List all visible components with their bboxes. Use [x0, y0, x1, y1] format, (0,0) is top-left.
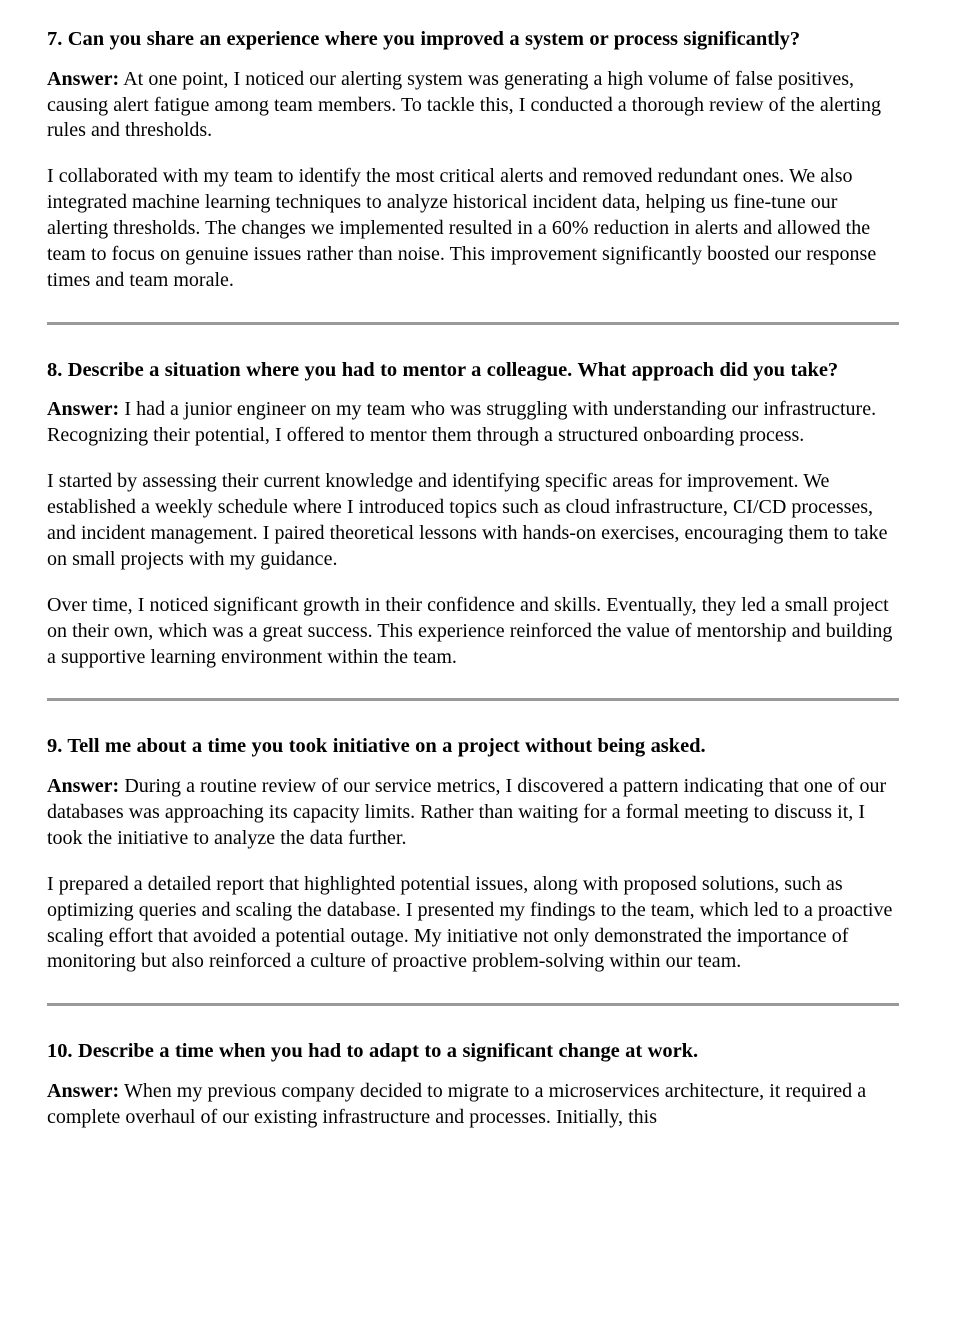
- spacer-after-divider-2: [47, 701, 898, 733]
- answer-text-9: During a routine review of our service metrics, I discovered a pattern indicating that one of our databases was approaching its capacity limits. Rather than waiting for a formal meeting to discuss it, I took the initiative to analyze the data further.: [47, 775, 887, 849]
- answer-paragraph-8-2: I started by assessing their current knowledge and identifying specific areas for improvement. We established a weekly schedule where I introduced topics such as cloud infrastructure, CI/CD processes, and incident management. I paired theoretical lessons with hands-on exercises, encouraging them to take on small projects with my guidance.: [47, 470, 888, 570]
- answer-paragraph-7-1: [47, 67, 898, 145]
- answer-label-8: Answer:: [47, 398, 120, 421]
- question-heading-10: 10. Describe a time when you had to adapt to a significant change at work.: [47, 1040, 699, 1063]
- answer-label-9: Answer:: [47, 775, 120, 798]
- qa-section-q8: [47, 357, 898, 671]
- spacer-before-divider-3: [47, 975, 898, 1003]
- question-heading-9: 9. Tell me about a time you took initiative on a project without being asked.: [47, 735, 706, 758]
- answer-paragraph-8-3: Over time, I noticed significant growth in their confidence and skills. Eventually, they led a small project on their own, which was a great success. This experience reinforced the value of mentorship and building a supportive learning environment within the team.: [47, 593, 893, 668]
- answer-paragraph-9-2: I prepared a detailed report that highlighted potential issues, along with proposed solutions, such as optimizing queries and scaling the database. I presented my findings to the team, which led to a proactive scaling effort that avoided a potential outage. My initiative not only demonstrated the importance of monitoring but also reinforced a culture of proactive problem-solving within our team.: [47, 872, 893, 973]
- spacer-after-divider-1: [47, 325, 898, 357]
- question-heading-8: 8. Describe a situation where you had to mentor a colleague. What approach did you take?: [47, 358, 839, 381]
- answer-paragraph-9-1: [47, 774, 898, 852]
- spacer-before-divider-1: [47, 294, 898, 322]
- qa-section-q10: [47, 1038, 898, 1130]
- answer-paragraph-10-1: [47, 1079, 898, 1131]
- answer-paragraph-7-2: I collaborated with my team to identify the most critical alerts and removed redundant ones. We also integrated machine learning techniques to analyze historical incident data, helping us fine-tune our alerting thresholds. The changes we implemented resulted in a 60% reduction in alerts and allowed the team to focus on genuine issues rather than noise. This improvement significantly boosted our response times and team morale.: [47, 165, 877, 291]
- answer-label-10: Answer:: [47, 1079, 120, 1102]
- qa-section-q7: [47, 18, 898, 294]
- answer-paragraph-8-1: [47, 397, 898, 449]
- spacer-before-divider-2: [47, 670, 898, 698]
- spacer-after-divider-3: [47, 1006, 898, 1038]
- answer-text-7: At one point, I noticed our alerting system was generating a high volume of false positives, causing alert fatigue among team members. To tackle this, I conducted a thorough review of the alerting rules and thresholds.: [47, 67, 881, 142]
- question-heading-7: 7. Can you share an experience where you improved a system or process significantly?: [47, 28, 801, 50]
- answer-label-7: Answer:: [47, 67, 120, 90]
- answer-text-10: When my previous company decided to migrate to a microservices architecture, it required a complete overhaul of our existing infrastructure and processes. Initially, this: [47, 1079, 867, 1128]
- qa-section-q9: [47, 733, 898, 975]
- answer-text-8: I had a junior engineer on my team who was struggling with understanding our infrastructure. Recognizing their potential, I offered to mentor them through a structured onboarding process.: [47, 398, 877, 447]
